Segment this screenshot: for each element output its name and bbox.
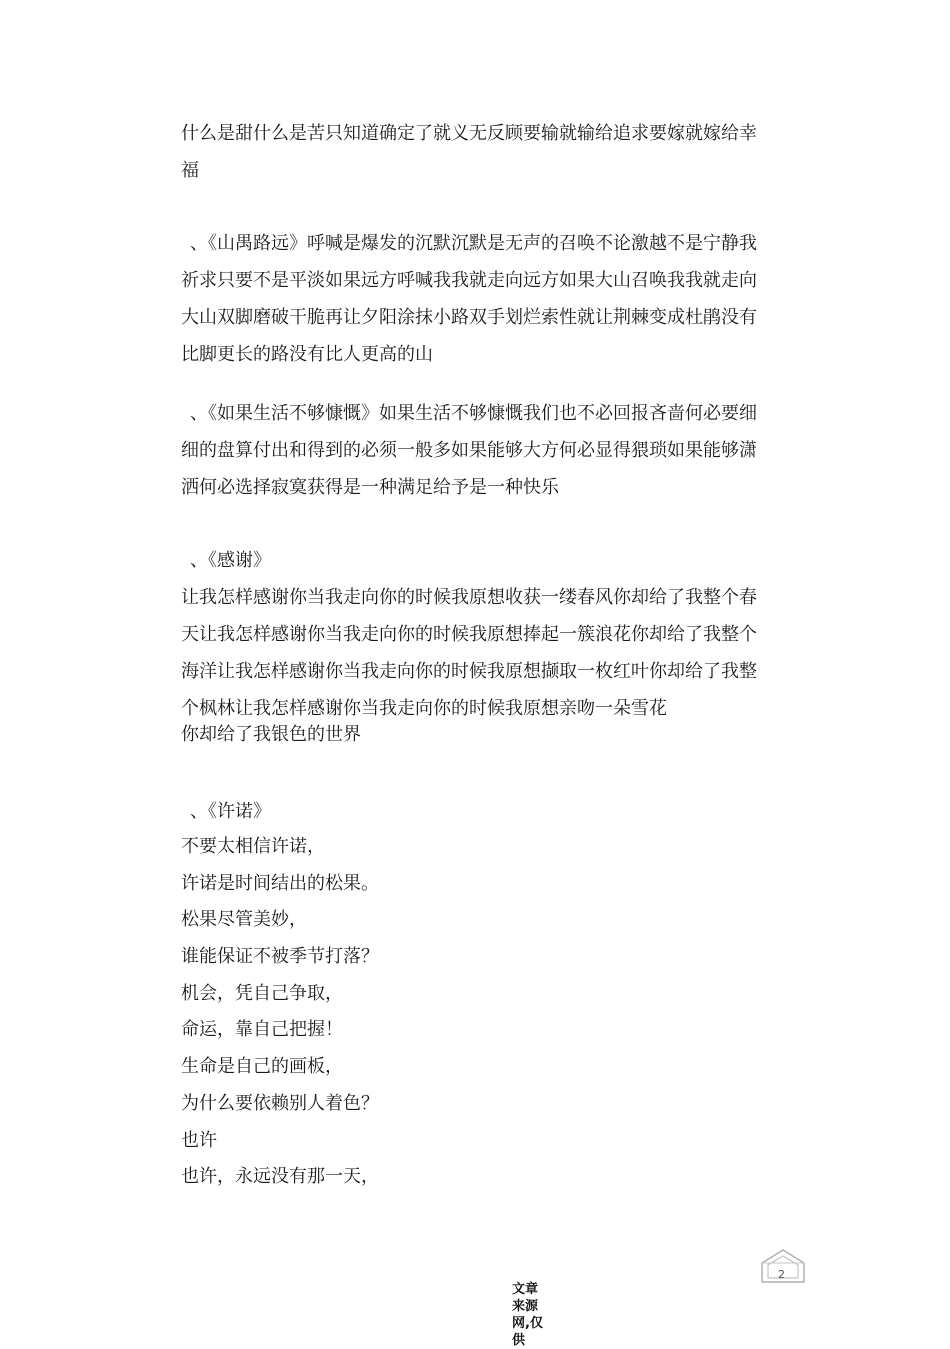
poem-promise [181,829,379,1196]
text-line: 福 [181,160,199,181]
source-watermark: 文章来源网,仅供 [512,1282,543,1348]
text-line: 、《如果生活不够慷慨》如果生活不够慷慨我们也不必回报吝啬何必要细 [190,403,757,424]
text-line: 什么是甜什么是苦只知道确定了就义无反顾要输就输给追求要嫁就嫁给幸 [181,123,757,144]
page-number: 2 [778,1268,785,1281]
poem-line: 也许 [181,1129,217,1151]
paragraph-thanks-last [181,718,806,752]
poem-line: 为什么要依赖别人着色？ [181,1092,379,1114]
text-line: 个枫林让我怎样感谢你当我走向你的时候我原想亲吻一朵雪花 [181,698,667,719]
poem-line: 也许，永远没有那一天， [181,1166,379,1188]
paragraph-1 [181,115,806,189]
text-line: 天让我怎样感谢你当我走向你的时候我原想捧起一簇浪花你却给了我整个 [181,624,757,645]
heading-promise: 、《许诺》 [190,801,271,822]
text-line: 让我怎样感谢你当我走向你的时候我原想收获一缕春风你却给了我整个春 [181,587,757,608]
poem-line: 机会，凭自己争取， [181,982,343,1004]
text-line: 细的盘算付出和得到的必须一般多如果能够大方何必显得猥琐如果能够潇 [181,440,757,461]
text-line: 、《山禺路远》呼喊是爆发的沉默沉默是无声的召唤不论激越不是宁静我 [190,233,757,254]
poem-line: 生命是自己的画板， [181,1056,343,1078]
poem-line: 松果尽管美妙， [181,909,307,931]
poem-line: 不要太相信许诺， [181,836,325,857]
text-line: 海洋让我怎样感谢你当我走向你的时候我原想撷取一枚红叶你却给了我整 [181,661,757,682]
heading-thanks: 、《感谢》 [190,550,271,571]
text-line: 你却给了我银色的世界 [181,724,361,745]
poem-line: 许诺是时间结出的松果。 [181,872,379,894]
paragraph-thanks [181,579,806,727]
text-line: 洒何必选择寂寞获得是一种满足给予是一种快乐 [181,477,559,498]
paragraph-mountain-road [190,225,806,262]
paragraph-generous-life [190,395,806,432]
text-line: 大山双脚磨破干脆再让夕阳涂抹小路双手划烂索性就让荆棘变成杜鹃没有 [181,307,757,328]
text-line: 祈求只要不是平淡如果远方呼喊我我就走向远方如果大山召唤我我就走向 [181,270,757,291]
paragraph-generous-life-cont [181,432,806,506]
text-line: 比脚更长的路没有比人更高的山 [181,344,433,365]
poem-line: 谁能保证不被季节打落？ [181,946,379,968]
poem-line: 命运，靠自己把握！ [181,1019,343,1041]
paragraph-mountain-road-cont [181,262,806,373]
